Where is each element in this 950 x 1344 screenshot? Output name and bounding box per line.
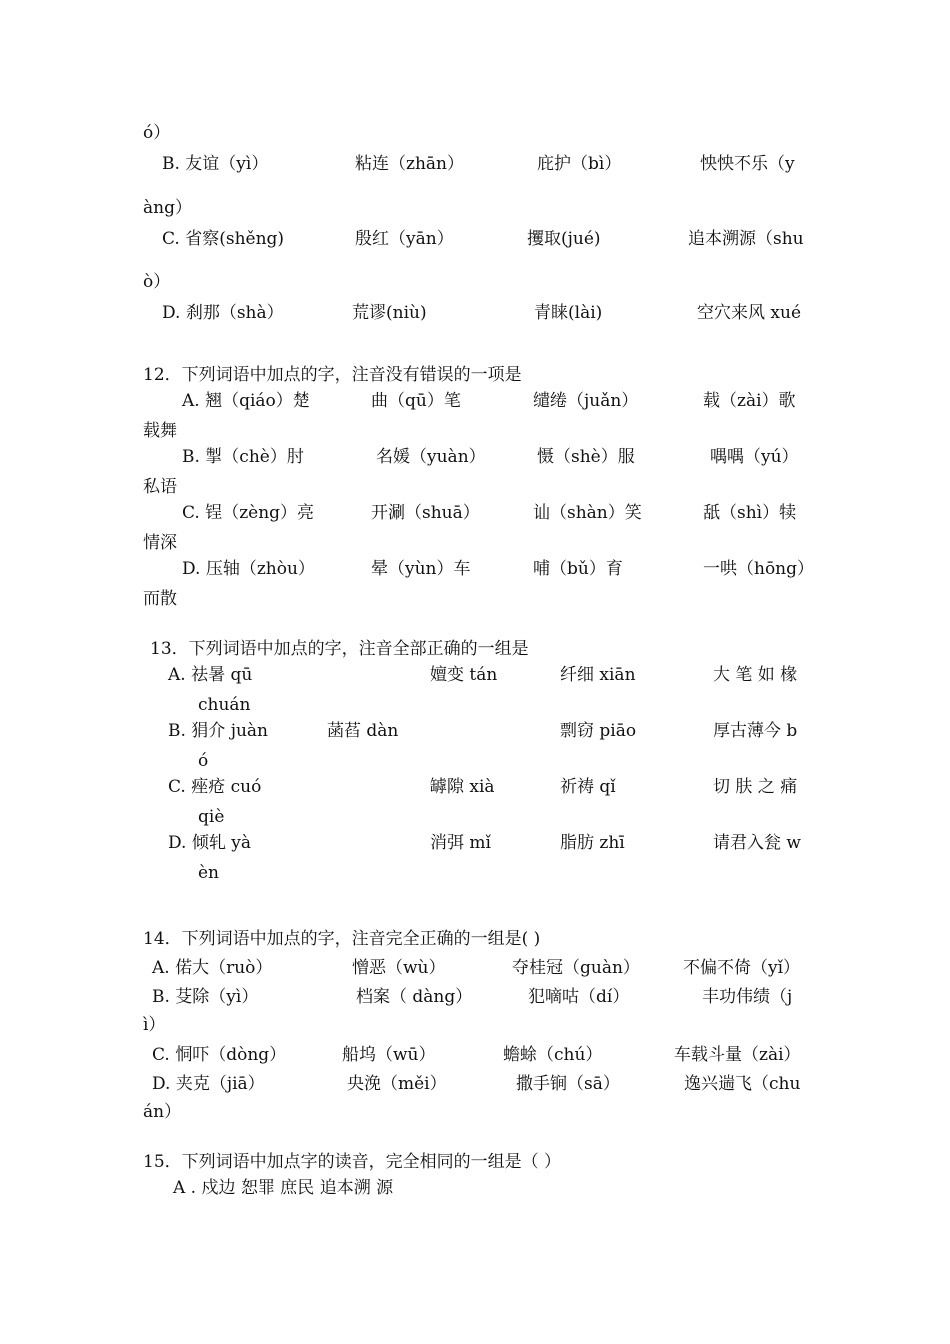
q14-option-b-2: 档案（ dàng） [356, 987, 473, 1007]
q14-option-a-1: A. 偌大（ruò） [152, 958, 273, 978]
q13-option-c-4: 切 肤 之 痛 [713, 777, 798, 797]
q13-option-d-2: 消弭 mǐ [430, 833, 491, 853]
q15-option-a: A . 戍边 恕罪 庶民 追本溯 源 [173, 1178, 394, 1198]
q12-option-b-2: 名媛（yuàn） [376, 447, 486, 467]
q13-option-d-4: 请君入瓮 w [713, 833, 801, 853]
q11-option-c-wrap: ò） [143, 272, 171, 292]
q11-option-c-4: 追本溯源（shu [688, 229, 804, 249]
q14-option-c-3: 蟾蜍（chú） [503, 1045, 603, 1065]
q13-option-d-1: D. 倾轧 yà [168, 833, 251, 853]
q13-option-d-3: 脂肪 zhī [560, 833, 625, 853]
q13-option-a-3: 纤细 xiān [560, 665, 636, 685]
q13-option-b-4: 厚古薄今 b [713, 721, 798, 741]
q13-option-c-1: C. 痤疮 cuó [168, 777, 262, 797]
q12-option-d-1: D. 压轴（zhòu） [182, 559, 315, 579]
q12-option-c-1: C. 锃（zèng）亮 [182, 503, 315, 523]
q13-option-a-4: 大 笔 如 椽 [713, 665, 798, 685]
question-14-title: 14．下列词语中加点的字，注音完全正确的一组是( ) [143, 929, 541, 949]
q12-option-a-4: 载（zài）歌 [703, 391, 796, 411]
q13-option-c-3: 祈祷 qǐ [560, 777, 616, 797]
q11-option-b-wrap: àng） [143, 198, 192, 218]
q11-option-c-1: C. 省察(shěng) [162, 229, 285, 249]
q12-option-c-2: 开涮（shuā） [371, 503, 480, 523]
question-12-title: 12．下列词语中加点的字，注音没有错误的一项是 [143, 365, 522, 385]
q13-option-b-2: 菡萏 dàn [327, 721, 399, 741]
q12-option-a-3: 缱绻（juǎn） [533, 391, 639, 411]
q14-option-b-1: B. 芟除（yì） [152, 987, 259, 1007]
q12-option-c-4: 舐（shì）犊 [703, 503, 797, 523]
q12-option-c-wrap: 情深 [143, 533, 177, 553]
q13-option-b-wrap: ó [198, 751, 209, 771]
q13-option-c-2: 罅隙 xià [430, 777, 495, 797]
q13-option-d-wrap: èn [198, 863, 220, 883]
q13-option-b-3: 剽窃 piāo [560, 721, 637, 741]
q13-option-c-wrap: qiè [198, 807, 225, 827]
q12-option-d-3: 哺（bǔ）育 [533, 559, 623, 579]
q12-option-d-2: 晕（yùn）车 [371, 559, 471, 579]
q12-option-a-wrap: 载舞 [143, 421, 177, 441]
q11-option-c-2: 殷红（yān） [355, 229, 454, 249]
question-13-title: 13．下列词语中加点的字，注音全部正确的一组是 [150, 639, 529, 659]
q12-option-b-4: 喁喁（yú） [710, 447, 799, 467]
q14-option-d-wrap: án） [143, 1102, 182, 1122]
q14-option-a-2: 憎恶（wù） [352, 958, 446, 978]
q14-option-d-3: 撒手锏（sā） [516, 1074, 620, 1094]
q11-continuation: ó） [143, 123, 171, 143]
q14-option-c-1: C. 恫吓（dòng） [152, 1045, 287, 1065]
q14-option-a-3: 夺桂冠（guàn） [512, 958, 640, 978]
q14-option-d-2: 央浼（měi） [347, 1074, 447, 1094]
q14-option-a-4: 不偏不倚（yǐ） [683, 958, 801, 978]
q13-option-a-wrap: chuán [198, 695, 251, 715]
q11-option-b-1: B. 友谊（yì） [162, 154, 269, 174]
question-15-title: 15．下列词语中加点字的读音，完全相同的一组是（ ） [143, 1152, 562, 1172]
q12-option-a-2: 曲（qū）笔 [371, 391, 461, 411]
q11-option-d-3: 青睐(lài) [534, 303, 603, 323]
q14-option-b-3: 犯嘀咕（dí） [528, 987, 630, 1007]
q13-option-b-1: B. 狷介 juàn [168, 721, 269, 741]
q12-option-a-1: A. 翘（qiáo）楚 [182, 391, 310, 411]
q11-option-b-3: 庇护（bì） [537, 154, 622, 174]
q14-option-b-wrap: ì） [143, 1015, 166, 1035]
q11-option-d-1: D. 刹那（shà） [162, 303, 284, 323]
q14-option-c-4: 车载斗量（zài） [674, 1045, 801, 1065]
q11-option-c-3: 攫取(jué) [527, 229, 601, 249]
q11-option-d-2: 荒谬(niù) [352, 303, 427, 323]
q14-option-d-1: D. 夹克（jiā） [152, 1074, 265, 1094]
q12-option-d-4: 一哄（hōng） [703, 559, 815, 579]
q14-option-c-2: 船坞（wū） [342, 1045, 436, 1065]
q11-option-d-4: 空穴来风 xué [697, 303, 802, 323]
q14-option-b-4: 丰功伟绩（j [702, 987, 793, 1007]
q11-option-b-2: 粘连（zhān） [355, 154, 464, 174]
q12-option-b-wrap: 私语 [143, 477, 177, 497]
q12-option-d-wrap: 而散 [143, 589, 177, 609]
q11-option-b-4: 怏怏不乐（y [700, 154, 795, 174]
q12-option-b-3: 慑（shè）服 [537, 447, 635, 467]
q12-option-c-3: 讪（shàn）笑 [533, 503, 642, 523]
q12-option-b-1: B. 掣（chè）肘 [182, 447, 304, 467]
q13-option-a-1: A. 祛暑 qū [168, 665, 253, 685]
q13-option-a-2: 嬗变 tán [430, 665, 498, 685]
q14-option-d-4: 逸兴遄飞（chu [684, 1074, 801, 1094]
